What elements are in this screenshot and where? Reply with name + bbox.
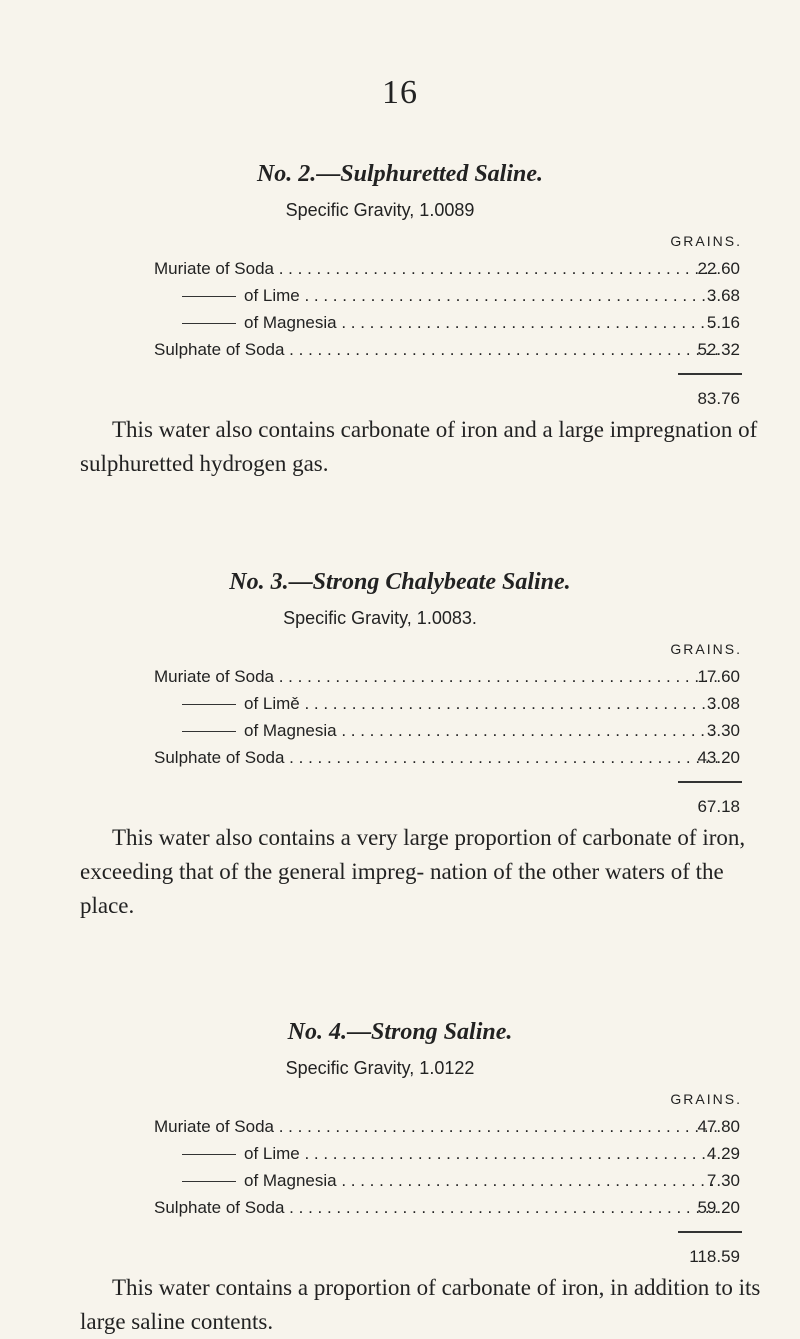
section-heading: No. 4.—Strong Saline. bbox=[287, 1019, 513, 1045]
total-rule bbox=[0, 771, 800, 793]
table-row: of Magnesia . . . 3.30 bbox=[0, 717, 800, 744]
heading-number: No. 3. bbox=[229, 569, 289, 595]
specific-gravity: Specific Gravity, 1.0122 bbox=[285, 1058, 475, 1078]
grains-header: GRAINS. bbox=[670, 641, 742, 657]
table-row: Sulphate of Soda . . . 43.20 bbox=[0, 744, 800, 771]
table-row: Muriate of Soda . . . 47.80 bbox=[0, 1113, 800, 1140]
grains-header: GRAINS. bbox=[670, 233, 742, 249]
specific-gravity: Specific Gravity, 1.0083. bbox=[283, 608, 477, 628]
heading-number: No. 2. bbox=[256, 161, 317, 187]
section-note: This water also contains a very large proportion of carbonate of iron, exceeding that of the general impreg- nation of the other waters of the place. bbox=[80, 825, 746, 918]
total-value: 118.59 bbox=[689, 1247, 740, 1266]
section-note: This water contains a proportion of carbonate of iron, in addition to its large saline contents. bbox=[80, 1275, 761, 1334]
page-number: 16 bbox=[382, 74, 418, 111]
heading-number: No. 4. bbox=[287, 1019, 347, 1045]
total-rule bbox=[0, 1221, 800, 1243]
specific-gravity: Specific Gravity, 1.0089 bbox=[285, 200, 475, 220]
section-heading: No. 3.—Strong Chalybeate Saline. bbox=[229, 569, 571, 595]
grains-header: GRAINS. bbox=[670, 1091, 742, 1107]
section-note: This water also contains carbonate of iron and a large impregnation of sulphuretted hydrogen gas. bbox=[80, 417, 758, 476]
heading-title: Sulphuretted Saline. bbox=[340, 161, 544, 187]
analysis-no-3 bbox=[0, 563, 800, 923]
total-value: 83.76 bbox=[697, 389, 740, 408]
table-row: of Magnesia . . . 7.30 bbox=[0, 1167, 800, 1194]
analysis-no-4 bbox=[0, 1013, 800, 1339]
section-heading: No. 2.—Sulphuretted Saline. bbox=[256, 161, 544, 187]
table-row: Muriate of Soda . . . 17.60 bbox=[0, 663, 800, 690]
table-row: of Limě . . . 3.08 bbox=[0, 690, 800, 717]
table-row: of Magnesia . . . 5.16 bbox=[0, 309, 800, 336]
analysis-no-2 bbox=[0, 155, 800, 481]
table-row: Muriate of Soda . . . 22.60 bbox=[0, 255, 800, 282]
total-value: 67.18 bbox=[697, 797, 740, 816]
table-row: of Lime . . . 3.68 bbox=[0, 282, 800, 309]
table-row: of Lime . . . 4.29 bbox=[0, 1140, 800, 1167]
heading-title: Strong Saline. bbox=[370, 1019, 513, 1045]
heading-title: Strong Chalybeate Saline. bbox=[312, 569, 571, 595]
table-row: Sulphate of Soda . . . 59.20 bbox=[0, 1194, 800, 1221]
table-row: Sulphate of Soda . . . 52.32 bbox=[0, 336, 800, 363]
total-rule bbox=[0, 363, 800, 385]
